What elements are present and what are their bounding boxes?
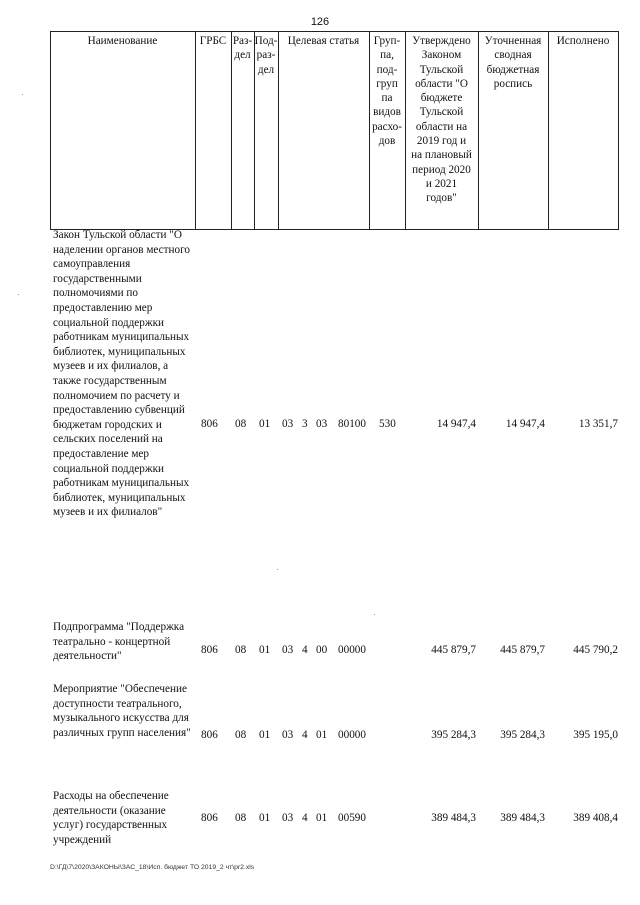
row-refined: 445 879,7 bbox=[500, 644, 545, 656]
row-csr-subprogram: 4 bbox=[302, 644, 308, 656]
row-refined: 14 947,4 bbox=[505, 418, 545, 430]
row-grbs: 806 bbox=[201, 729, 218, 741]
row-name: Мероприятие "Обеспечение доступности театрального, музыкального искусства для различных групп населения" bbox=[53, 683, 191, 739]
row-approved: 445 879,7 bbox=[431, 644, 476, 656]
row-csr-event: 03 bbox=[316, 418, 328, 430]
row-csr-event: 01 bbox=[316, 729, 328, 741]
row-razdel: 08 bbox=[235, 644, 247, 656]
row-executed: 13 351,7 bbox=[578, 418, 618, 430]
row-csr-program: 03 bbox=[282, 418, 294, 430]
row-csr-program: 03 bbox=[282, 644, 294, 656]
scan-speck bbox=[277, 569, 278, 570]
row-razdel: 08 bbox=[235, 729, 247, 741]
row-executed: 445 790,2 bbox=[573, 644, 618, 656]
col-header-approved: Утверждено Законом Тульской области "О бюджете Тульской области на 2019 год и на плановый период 2020 и 2021 годов" bbox=[411, 35, 472, 205]
row-csr-subprogram: 3 bbox=[302, 418, 308, 430]
row-grbs: 806 bbox=[201, 812, 218, 824]
row-grbs: 806 bbox=[201, 644, 218, 656]
row-csr-subprogram: 4 bbox=[302, 729, 308, 741]
file-path-footer: D:\ГД\7\2020\ЗАКОНЫ\ЗАС_18\Исп. бюджет ТО 2019_2 чт\pr2.xls bbox=[50, 864, 255, 871]
row-csr-event: 00 bbox=[316, 644, 328, 656]
row-podrazdel: 01 bbox=[259, 812, 271, 824]
scan-speck bbox=[374, 614, 375, 615]
page-number: 126 bbox=[310, 16, 330, 28]
row-approved: 14 947,4 bbox=[436, 418, 476, 430]
row-executed: 389 408,4 bbox=[573, 812, 618, 824]
budget-table bbox=[50, 31, 619, 846]
row-podrazdel: 01 bbox=[259, 644, 271, 656]
row-csr-subprogram: 4 bbox=[302, 812, 308, 824]
row-podrazdel: 01 bbox=[259, 729, 271, 741]
scan-speck bbox=[22, 94, 23, 95]
scan-speck bbox=[18, 294, 19, 295]
row-refined: 395 284,3 bbox=[500, 729, 545, 741]
col-header-target-article: Целевая статья bbox=[287, 35, 360, 47]
row-csr-direction: 00000 bbox=[338, 729, 366, 741]
row-csr-direction: 80100 bbox=[338, 418, 366, 430]
col-header-grbs: ГРБС bbox=[199, 35, 227, 47]
row-csr-event: 01 bbox=[316, 812, 328, 824]
col-header-podrazdel: Под- раз- дел bbox=[254, 35, 278, 76]
row-podrazdel: 01 bbox=[259, 418, 271, 430]
col-header-executed: Исполнено bbox=[556, 35, 610, 47]
row-expense-type: 530 bbox=[379, 418, 396, 430]
row-approved: 389 484,3 bbox=[431, 812, 476, 824]
row-grbs: 806 bbox=[201, 418, 218, 430]
row-executed: 395 195,0 bbox=[573, 729, 618, 741]
row-csr-direction: 00000 bbox=[338, 644, 366, 656]
table-top-border bbox=[50, 31, 619, 32]
row-name: Расходы на обеспечение деятельности (оказание услуг) государственных учреждений bbox=[53, 790, 169, 846]
col-header-name: Наименование bbox=[87, 35, 158, 47]
row-razdel: 08 bbox=[235, 418, 247, 430]
row-csr-program: 03 bbox=[282, 812, 294, 824]
row-razdel: 08 bbox=[235, 812, 247, 824]
col-header-refined: Уточненная сводная бюджетная роспись bbox=[484, 35, 542, 90]
col-header-razdel: Раз- дел bbox=[232, 35, 253, 62]
row-name: Подпрограмма "Поддержка театрально - концертной деятельности" bbox=[53, 621, 185, 663]
col-header-expense-type: Груп- па, под- груп па видов расхо- дов bbox=[372, 35, 402, 148]
row-csr-direction: 00590 bbox=[338, 812, 366, 824]
row-refined: 389 484,3 bbox=[500, 812, 545, 824]
row-approved: 395 284,3 bbox=[431, 729, 476, 741]
row-name: Закон Тульской области "О наделении органов местного самоуправления государственными полномочиями по предоставлению мер социальной поддержки работникам муниципальных библиотек, муниципальных музеев и их филиалов, а также государственным полномочием по расчету и предоставлению субвенций бюджетам городских и сельских поселений на предоставление мер социальной поддержки работникам муниципальных библиотек, муниципальных музеев и их филиалов" bbox=[53, 229, 190, 519]
row-csr-program: 03 bbox=[282, 729, 294, 741]
